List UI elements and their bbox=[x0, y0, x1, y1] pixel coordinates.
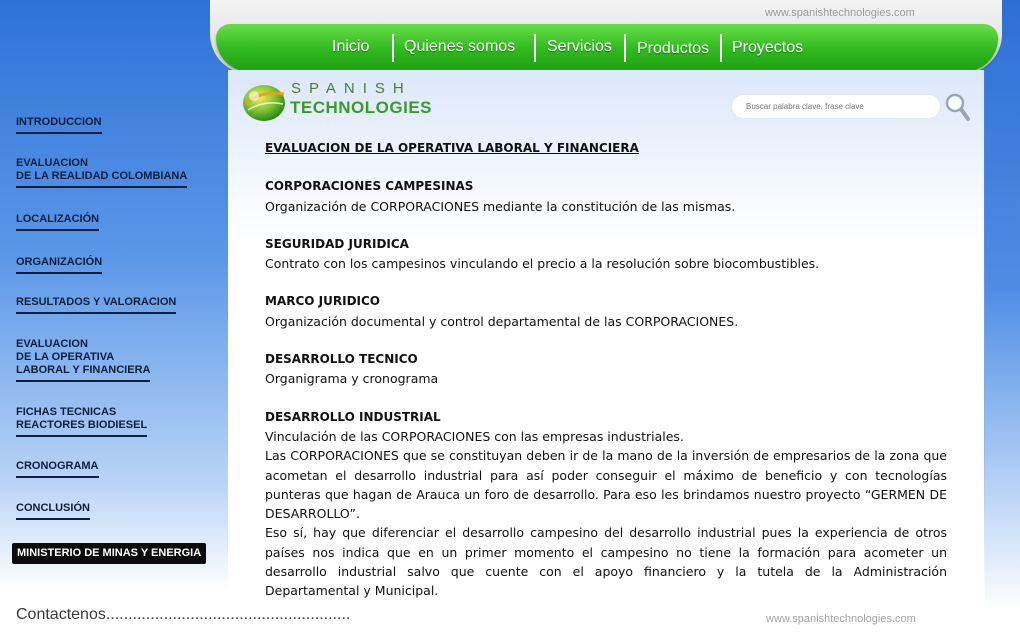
section-paragraph: Las CORPORACIONES que se constituyan deben ir de la mano de la inversión de empresarios de la zona que acometan el desarrollo industrial para así poder conseguir el máximo de beneficio y con tecnologías punteras que hagan de Arauca un foro de desarrollo. Para eso les brindamos nuestro proyecto “GERMEN DE DESARROLLO”. bbox=[265, 448, 947, 522]
nav-servicios[interactable]: Servicios bbox=[547, 38, 612, 55]
globe-logo-icon bbox=[240, 78, 288, 124]
section-heading: DESARROLLO INDUSTRIAL bbox=[265, 409, 441, 424]
sidebar-item-resultados[interactable]: RESULTADOS Y VALORACION bbox=[16, 296, 176, 314]
nav-separator bbox=[534, 34, 536, 62]
logo-text-technologies: TECHNOLOGIES bbox=[290, 98, 433, 117]
page-title: EVALUACION DE LA OPERATIVA LABORAL Y FINANCIERA bbox=[265, 141, 639, 155]
section-text: Vinculación de las CORPORACIONES con las empresas industriales. bbox=[265, 428, 684, 444]
sidebar-item-localizacion[interactable]: LOCALIZACIÓN bbox=[16, 213, 99, 231]
logo[interactable] bbox=[240, 78, 433, 124]
right-background bbox=[985, 0, 1020, 642]
nav-inicio[interactable]: Inicio bbox=[332, 38, 370, 55]
search-input[interactable] bbox=[731, 94, 941, 119]
section-text: Organización de CORPORACIONES mediante la constitución de las mismas. bbox=[265, 198, 736, 214]
section-paragraph: Eso sí, hay que diferenciar el desarrollo campesino del desarrollo industrial pues la experiencia de otros países nos indica que en un primer momento el campesino no tiene la formación para acometer un desarrollo industrial salvo que cuente con el apoyo financiero y la tutela de la Administración Departamental y Municipal. bbox=[265, 525, 947, 599]
sidebar-item-fichas-tecnicas[interactable]: FICHAS TECNICAS REACTORES BIODIESEL bbox=[16, 406, 147, 437]
nav-productos[interactable]: Productos bbox=[637, 40, 710, 57]
sidebar-item-ministerio[interactable]: MINISTERIO DE MINAS Y ENERGIA bbox=[12, 543, 206, 564]
magnifier-icon[interactable] bbox=[944, 92, 970, 122]
section-heading: MARCO JURIDICO bbox=[265, 294, 381, 309]
section-heading: SEGURIDAD JURIDICA bbox=[265, 236, 409, 251]
site-url-top: www.spanishtechnologies.com bbox=[765, 7, 915, 19]
article-content bbox=[265, 139, 947, 601]
section-text: Contrato con los campesinos vinculando el precio a la resolución sobre biocombustibles. bbox=[265, 256, 820, 272]
section-heading: DESARROLLO TECNICO bbox=[265, 352, 418, 367]
section-heading: CORPORACIONES CAMPESINAS bbox=[265, 179, 474, 194]
nav-separator bbox=[624, 34, 626, 62]
sidebar-item-evaluacion-operativa[interactable]: EVALUACION DE LA OPERATIVA LABORAL Y FINANCIERA bbox=[16, 338, 150, 382]
section-text: Organigrama y cronograma bbox=[265, 371, 439, 387]
site-url-bottom: www.spanishtechnologies.com bbox=[766, 613, 916, 625]
sidebar-item-introduccion[interactable]: INTRODUCCION bbox=[16, 116, 102, 134]
sidebar-item-cronograma[interactable]: CRONOGRAMA bbox=[16, 460, 99, 478]
sidebar-item-conclusion[interactable]: CONCLUSIÓN bbox=[16, 502, 90, 520]
nav-separator bbox=[392, 34, 394, 62]
nav-quienes-somos[interactable]: Quienes somos bbox=[404, 38, 516, 55]
sidebar-item-organizacion[interactable]: ORGANIZACIÓN bbox=[16, 256, 102, 274]
main-nav bbox=[216, 24, 998, 72]
sidebar-item-evaluacion-realidad[interactable]: EVALUACION DE LA REALIDAD COLOMBIANA bbox=[16, 157, 187, 188]
logo-text-spanish: SPANISH bbox=[291, 80, 412, 97]
nav-separator bbox=[720, 34, 722, 62]
contact-link[interactable]: Contactenos....................................................... bbox=[16, 606, 351, 623]
nav-proyectos[interactable]: Proyectos bbox=[732, 39, 804, 56]
section-text: Organización documental y control departamental de las CORPORACIONES. bbox=[265, 313, 739, 329]
